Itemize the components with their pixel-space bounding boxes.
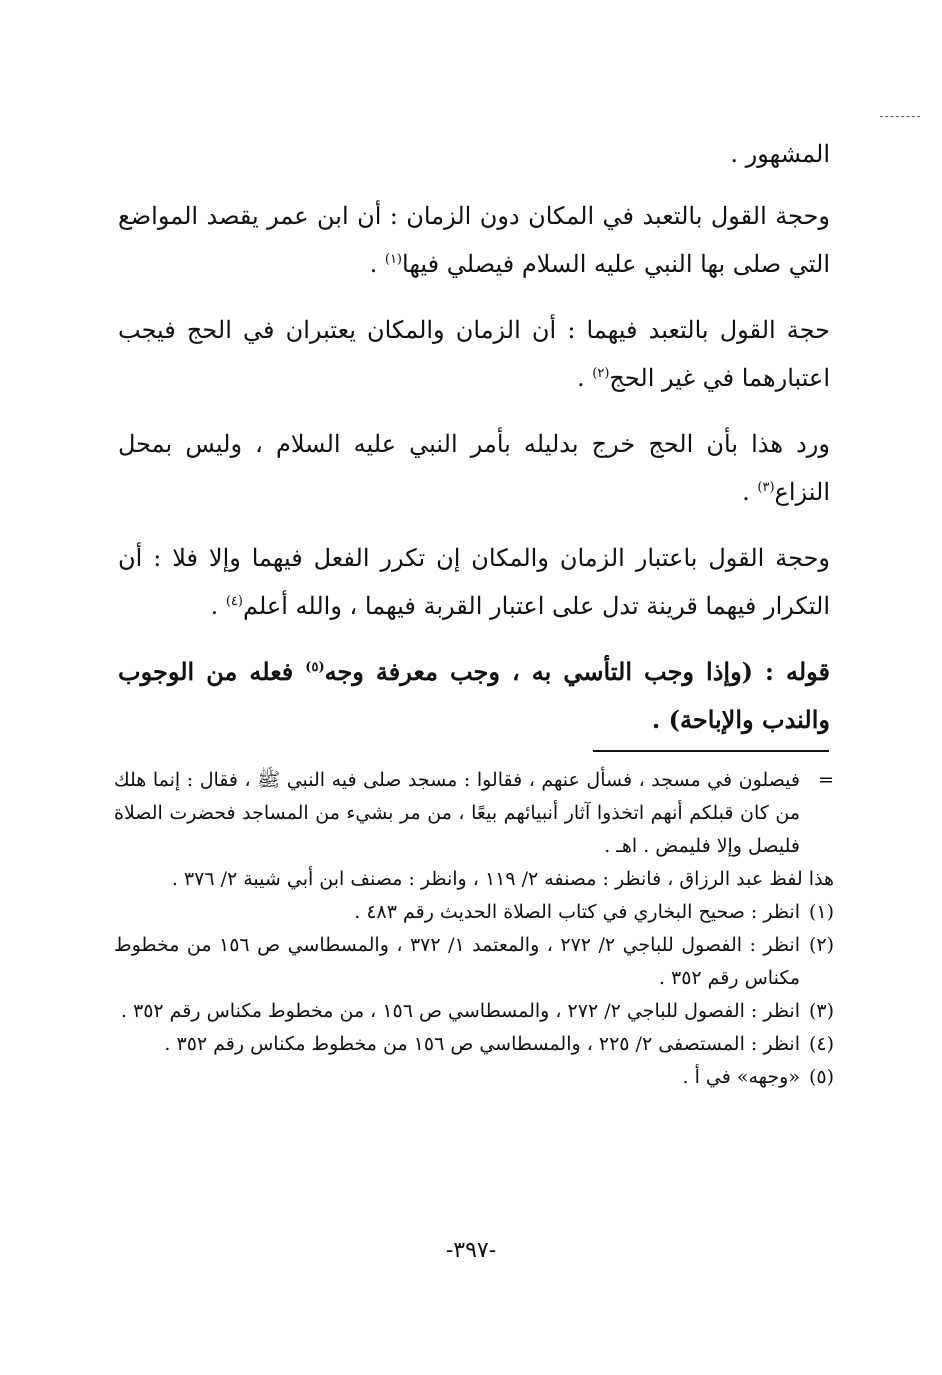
footnote-5-number: (٥) [808, 1066, 834, 1088]
paragraph-2 [118, 306, 830, 402]
paragraph-5-quote [118, 648, 830, 744]
paragraph-3-text: ورد هذا بأن الحج خرج بدليله بأمر النبي عليه السلام ، وليس بمحل النزاع [118, 430, 830, 506]
paragraph-3 [118, 420, 830, 516]
footnote-ref-1: (١) [384, 252, 402, 267]
footnote-4-text: انظر : المستصفى ٢/ ٢٢٥ ، والمسطاسي ص ١٥٦ من مخطوط مكناس رقم ٣٥٢ . [164, 1033, 800, 1055]
continuation-text-2: هذا لفظ عبد الرزاق ، فانظر : مصنفه ٢/ ١١٩ ، وانظر : مصنف ابن أبي شيبة ٢/ ٣٧٦ . [171, 868, 834, 890]
paragraph-0 [118, 130, 830, 178]
footnote-2-text: انظر : الفصول للباجي ٢/ ٢٧٢ ، والمعتمد ١/ ٣٧٢ ، والمسطاسي ص ١٥٦ من مخطوط مكناس رقم ٣٥٢ . [114, 934, 800, 989]
footnote-4 [114, 1028, 834, 1061]
footnote-continuation-2 [114, 863, 834, 896]
footnote-ref-3: (٣) [757, 480, 775, 495]
footnote-5-text: «وجهه» في أ . [682, 1066, 800, 1088]
paragraph-1-text: وحجة القول بالتعبد في المكان دون الزمان : أن ابن عمر يقصد المواضع التي صلى بها النبي عليه السلام فيصلي فيها [118, 202, 830, 278]
footnote-ref-5: (٥) [305, 660, 325, 675]
paragraph-4-text: وحجة القول باعتبار الزمان والمكان إن تكرر الفعل فيهما وإلا فلا : أن التكرار فيهما قرينة تدل على اعتبار القربة فيهما ، والله أعلم [118, 544, 830, 620]
top-dashed-rule [880, 116, 920, 117]
footnote-2 [114, 929, 834, 995]
paragraph-4-end: . [210, 592, 226, 620]
paragraph-5-end: فعله من الوجوب والندب والإباحة) . [118, 657, 830, 734]
paragraph-2-text: حجة القول بالتعبد فيهما : أن الزمان والمكان يعتبران في الحج فيجب اعتبارهما في غير الحج [118, 316, 830, 392]
paragraph-3-end: . [742, 478, 758, 506]
footnote-2-number: (٢) [808, 934, 834, 956]
footnote-continuation [114, 764, 834, 863]
paragraph-4 [118, 534, 830, 630]
paragraph-1-end: . [369, 250, 385, 278]
footnote-3-number: (٣) [808, 1000, 834, 1022]
footnote-ref-4: (٤) [225, 594, 243, 609]
footnotes [114, 764, 834, 1094]
footnote-4-number: (٤) [808, 1033, 834, 1055]
footnote-ref-2: (٢) [592, 366, 610, 381]
footnote-separator [593, 750, 829, 752]
footnote-1 [114, 896, 834, 929]
continuation-mark: = [818, 769, 834, 791]
continuation-text: فيصلون في مسجد ، فسأل عنهم ، فقالوا : مسجد صلى فيه النبي ﷺ ، فقال : إنما هلك من كان قبلكم أنهم اتخذوا آثار أنبيائهم بيعًا ، من مر بشيء من المساجد فحضرت الصلاة فليصل وإلا فليمض . اهـ . [114, 769, 800, 857]
main-text [118, 130, 830, 762]
footnote-1-number: (١) [808, 901, 834, 923]
paragraph-2-end: . [577, 364, 593, 392]
footnote-5 [114, 1061, 834, 1094]
paragraph-1 [118, 192, 830, 288]
footnote-1-text: انظر : صحيح البخاري في كتاب الصلاة الحديث رقم ٤٨٣ . [354, 901, 800, 923]
footnote-3 [114, 995, 834, 1028]
paragraph-0-text: المشهور . [730, 140, 830, 168]
paragraph-5-text: قوله : (وإذا وجب التأسي به ، وجب معرفة وجه [324, 657, 830, 686]
footnote-3-text: انظر : الفصول للباجي ٢/ ٢٧٢ ، والمسطاسي ص ١٥٦ ، من مخطوط مكناس رقم ٣٥٢ . [120, 1000, 800, 1022]
page-number: -٣٩٧- [445, 1238, 497, 1263]
